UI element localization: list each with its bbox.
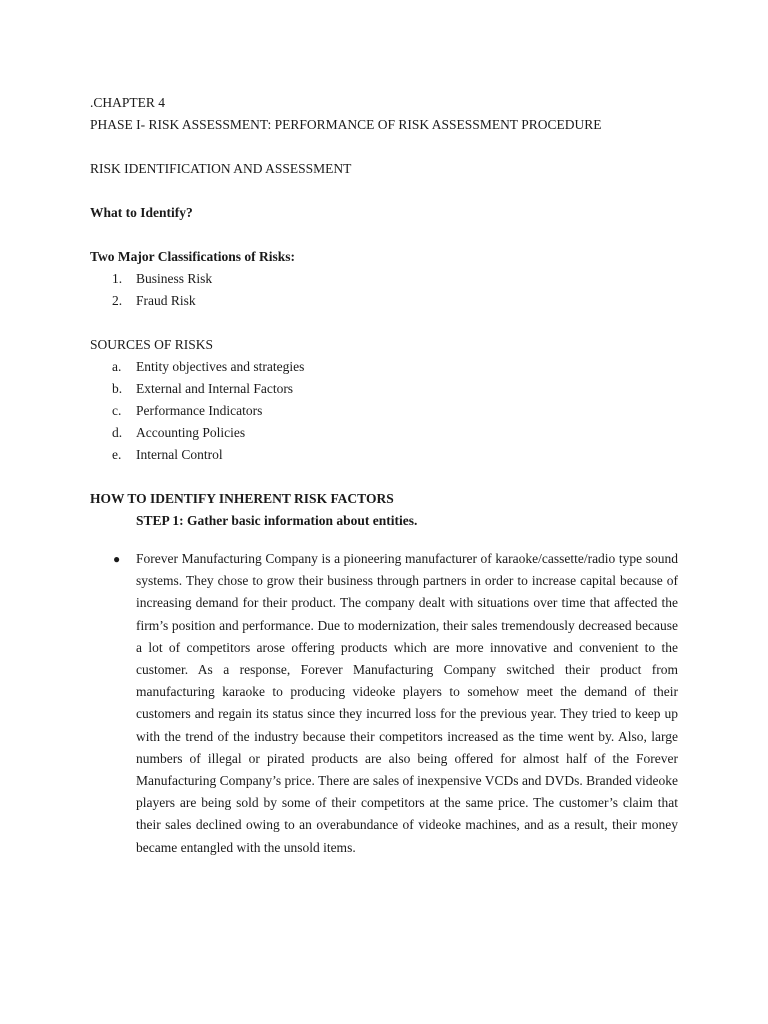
step-1-heading: STEP 1: Gather basic information about entities. [136, 513, 418, 528]
list-item [90, 268, 680, 290]
list-item-label: Fraud Risk [136, 293, 196, 308]
list-item [90, 378, 680, 400]
inherent-risk-heading: HOW TO IDENTIFY INHERENT RISK FACTORS [90, 491, 394, 506]
list-item [90, 422, 680, 444]
section-title: RISK IDENTIFICATION AND ASSESSMENT [90, 161, 352, 176]
list-item [90, 290, 680, 312]
document-page [90, 92, 680, 859]
classifications-heading: Two Major Classifications of Risks: [90, 249, 295, 264]
case-paragraph: Forever Manufacturing Company is a pioneering manufacturer of karaoke/cassette/radio type sound systems. They chose to grow their business through partners in order to increase capital because of increasing demand for their product. The company dealt with situations over time that affected the firm’s position and performance. Due to modernization, their sales tremendously decreased because a lot of competitors arose offering products which are more innovative and convenient to the customer. As a response, Forever Manufacturing Company switched their product from manufacturing karaoke to producing videoke players to somehow meet the demand of their customers and regain its status since they incurred loss for the previous year. They tried to keep up with the trend of the industry because their competitors increased as the time went by. Also, large numbers of illegal or pirated products are also being offered for almost half of the Forever Manufacturing Company’s price. There are sales of inexpensive VCDs and DVDs. Branded videoke players are being sold by some of their competitors at the same price. The customer’s claim that their sales declined owing to an overabundance of videoke machines, and as a result, their money became entangled with the unsold items. [136, 551, 678, 855]
chapter-label: .CHAPTER 4 [90, 95, 166, 110]
classifications-list [90, 268, 680, 312]
what-to-identify-heading: What to Identify? [90, 205, 193, 220]
list-marker: b. [112, 381, 123, 396]
list-item-label: Entity objectives and strategies [136, 359, 305, 374]
list-marker: e. [112, 447, 122, 462]
sources-heading: SOURCES OF RISKS [90, 337, 214, 352]
phase-title: PHASE I- RISK ASSESSMENT: PERFORMANCE OF RISK ASSESSMENT PROCEDURE [90, 117, 602, 132]
sources-list [90, 356, 680, 466]
list-item-label: Internal Control [136, 447, 223, 462]
list-item-label: Performance Indicators [136, 403, 263, 418]
list-marker: a. [112, 359, 122, 374]
list-marker: 1. [112, 271, 123, 286]
bullet-icon: ● [113, 552, 121, 566]
list-item-label: External and Internal Factors [136, 381, 294, 396]
list-marker: 2. [112, 293, 123, 308]
bullet-item [90, 548, 680, 859]
list-item-label: Accounting Policies [136, 425, 246, 440]
list-marker: c. [112, 403, 122, 418]
list-item [90, 400, 680, 422]
list-marker: d. [112, 425, 123, 440]
list-item-label: Business Risk [136, 271, 213, 286]
list-item [90, 444, 680, 466]
list-item [90, 356, 680, 378]
